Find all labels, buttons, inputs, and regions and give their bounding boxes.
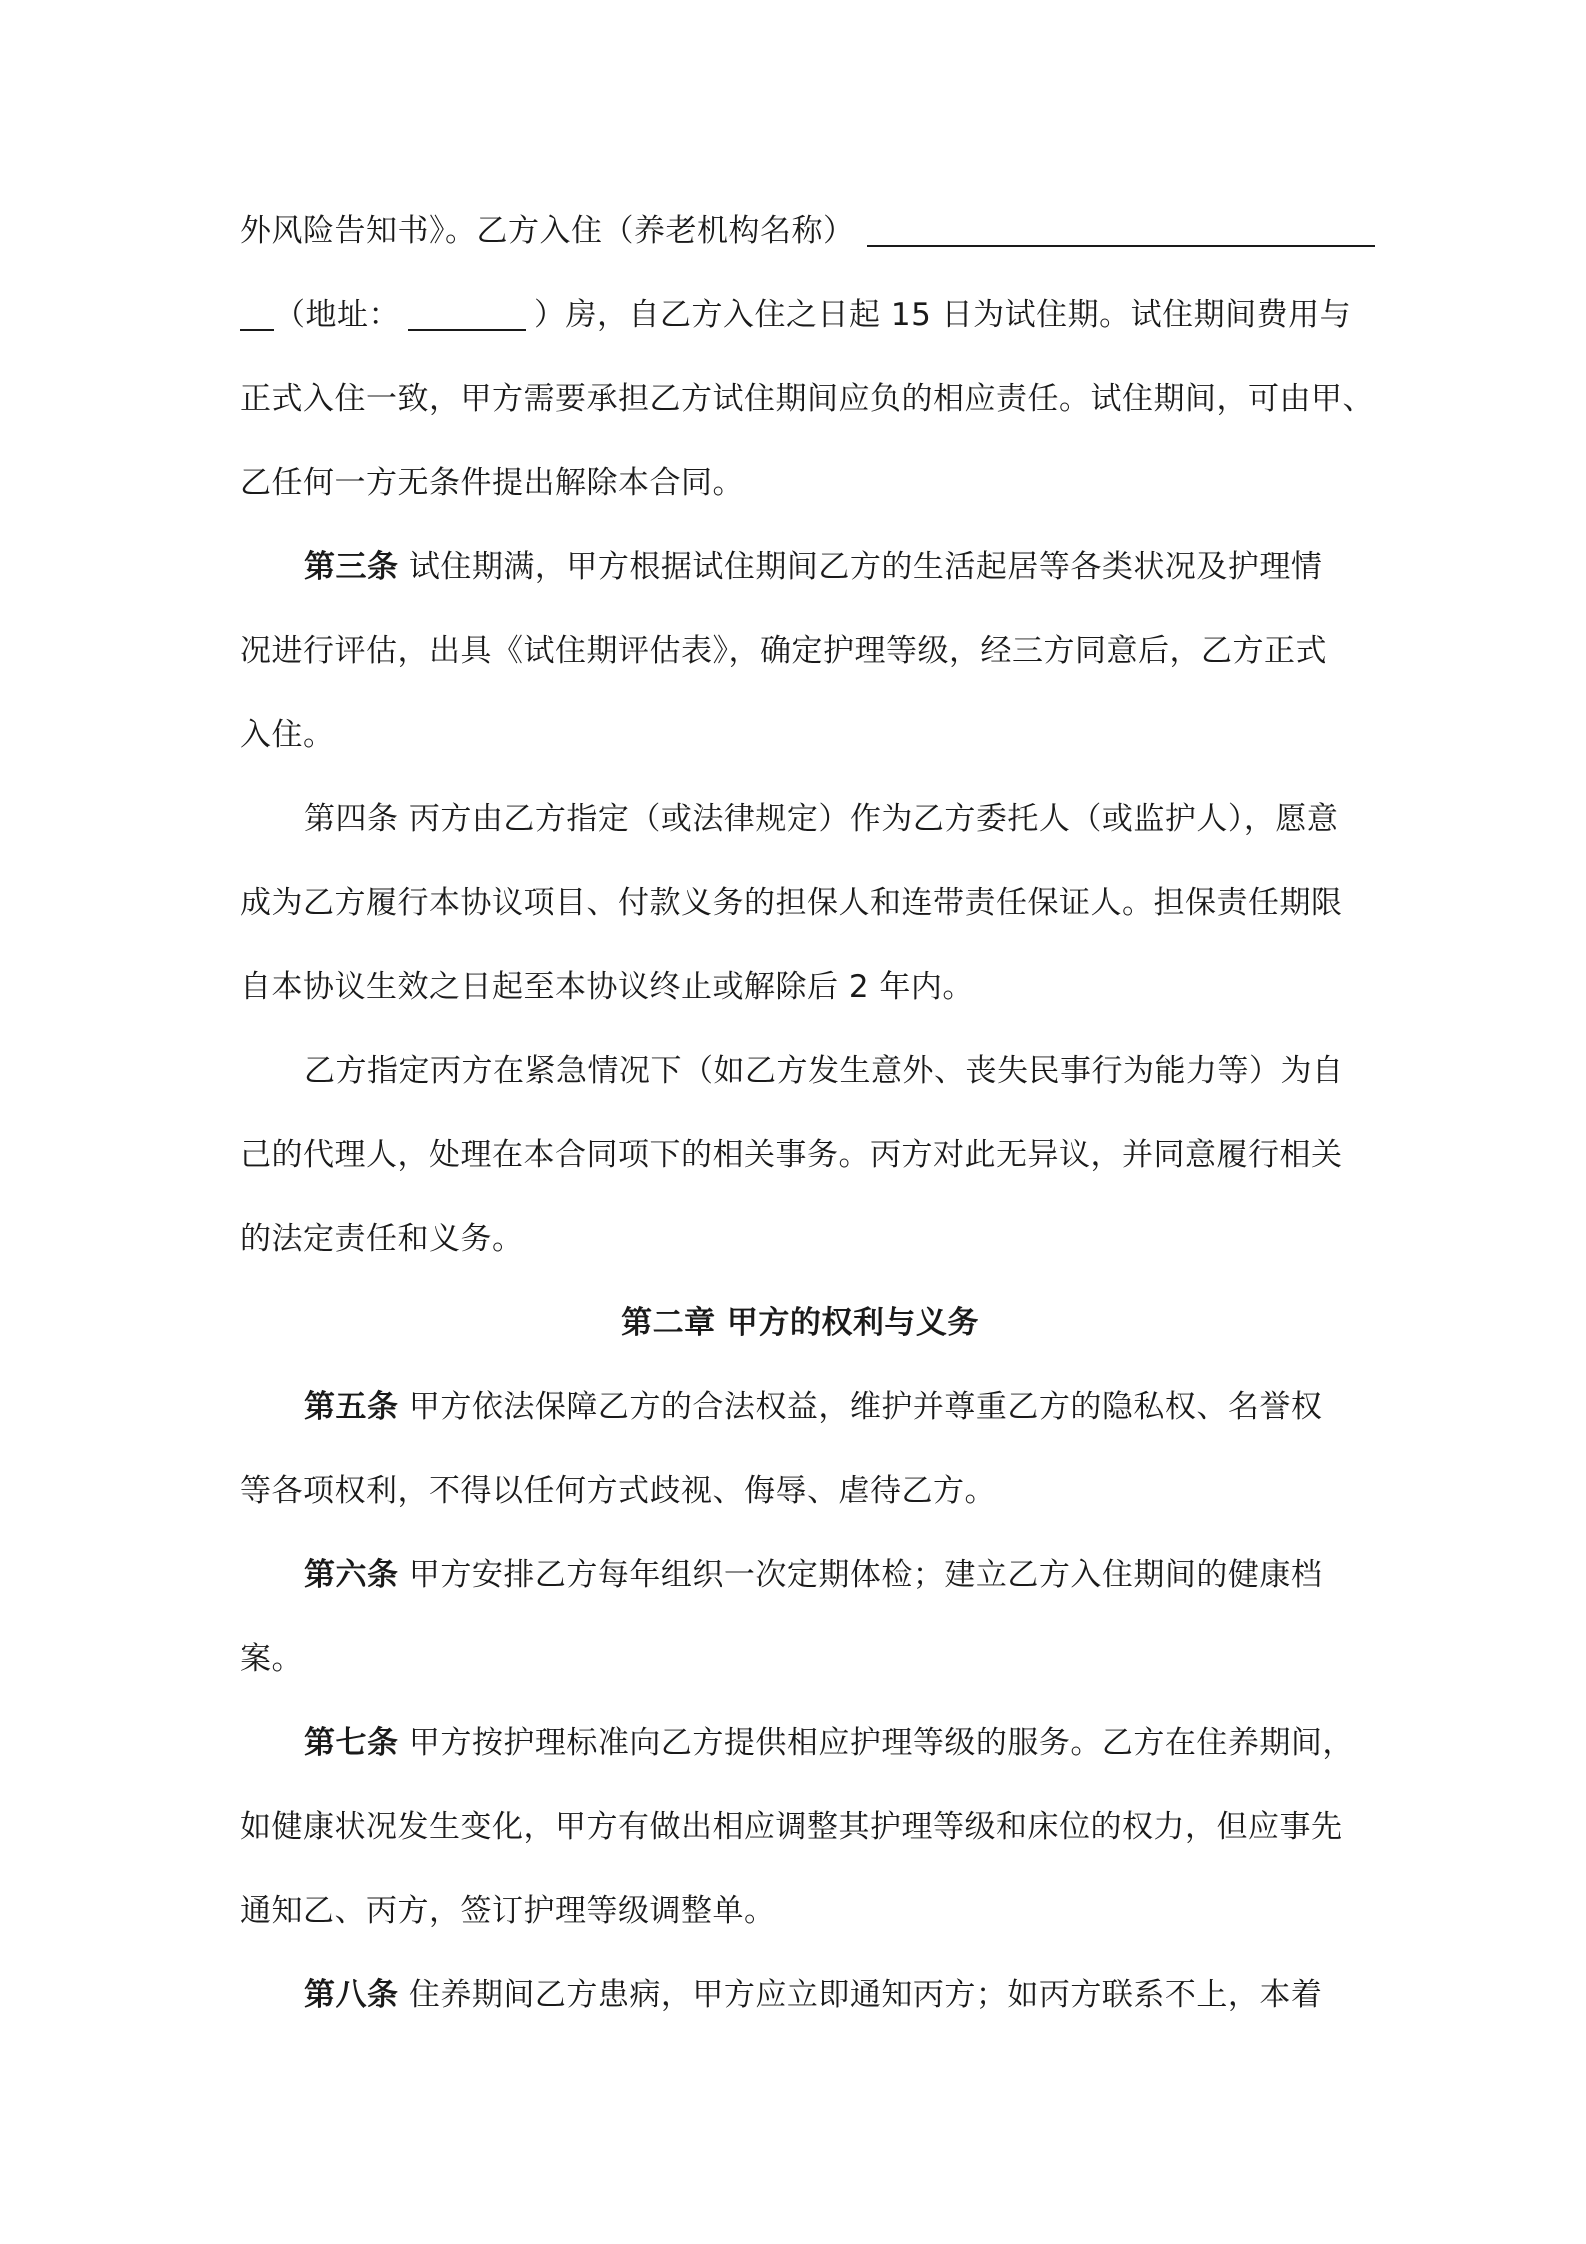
article-5-line-1	[240, 1374, 1360, 1458]
article-6-line-1-text: 甲方安排乙方每年组织一次定期体检；建立乙方入住期间的健康档	[408, 1557, 1323, 1593]
article-3-line-2: 况进行评估，出具《试住期评估表》，确定护理等级，经三方同意后，乙方正式	[240, 633, 1327, 669]
agent-paragraph-line-3: 的法定责任和义务。	[240, 1221, 524, 1257]
article-7-line-1	[240, 1710, 1360, 1794]
article-7-line-3: 通知乙、丙方，签订护理等级调整单。	[240, 1893, 776, 1929]
article-8-label: 第八条	[304, 1977, 399, 2013]
chapter-2-title: 第二章 甲方的权利与义务	[621, 1305, 979, 1341]
article-7-line-2: 如健康状况发生变化，甲方有做出相应调整其护理等级和床位的权力，但应事先	[240, 1809, 1343, 1845]
article-3-line-3: 入住。	[240, 717, 335, 753]
article-8-line-1	[240, 1962, 1360, 2046]
article-6-line-1	[240, 1542, 1360, 1626]
article-3-line-1-text: 试住期满，甲方根据试住期间乙方的生活起居等各类状况及护理情	[408, 549, 1323, 585]
article-4-line-1	[240, 786, 1360, 870]
article-4-line-3: 自本协议生效之日起至本协议终止或解除后 2 年内。	[240, 969, 974, 1005]
p1-line-1-text: 外风险告知书》。乙方入住（养老机构名称）	[240, 213, 855, 249]
article-7-label: 第七条	[304, 1725, 399, 1761]
address-blank	[408, 289, 526, 331]
document-page	[240, 198, 1374, 2046]
article-3-line-1	[240, 534, 1360, 618]
agent-paragraph-line-2: 己的代理人，处理在本合同项下的相关事务。丙方对此无异议，并同意履行相关	[240, 1137, 1343, 1173]
p1-line-3: 正式入住一致，甲方需要承担乙方试住期间应负的相应责任。试住期间，可由甲、	[240, 381, 1374, 417]
room-number-blank	[240, 289, 274, 331]
p1-line-4: 乙任何一方无条件提出解除本合同。	[240, 465, 744, 501]
article-6-label: 第六条	[304, 1557, 399, 1593]
article-7-line-1-text: 甲方按护理标准向乙方提供相应护理等级的服务。乙方在住养期间，	[408, 1725, 1354, 1761]
article-5-line-2: 等各项权利，不得以任何方式歧视、侮辱、虐待乙方。	[240, 1473, 996, 1509]
article-4-line-1-text: 丙方由乙方指定（或法律规定）作为乙方委托人（或监护人），愿意	[408, 801, 1339, 837]
article-8-line-1-text: 住养期间乙方患病，甲方应立即通知丙方；如丙方联系不上，本着	[408, 1977, 1323, 2013]
article-3-label: 第三条	[304, 549, 399, 585]
article-5-label: 第五条	[304, 1389, 399, 1425]
p1-line-1	[240, 198, 1360, 282]
address-open: （地址：	[274, 297, 400, 333]
address-close: ）房，自乙方入住之日起 15 日为试住期。试住期间费用与	[534, 297, 1352, 333]
article-6-line-2: 案。	[240, 1641, 303, 1677]
agent-paragraph-line-1: 乙方指定丙方在紧急情况下（如乙方发生意外、丧失民事行为能力等）为自	[304, 1053, 1344, 1089]
institution-name-blank	[867, 205, 1375, 247]
p1-line-2	[240, 282, 1360, 366]
article-4-label: 第四条	[304, 801, 399, 837]
article-5-line-1-text: 甲方依法保障乙方的合法权益，维护并尊重乙方的隐私权、名誉权	[408, 1389, 1323, 1425]
article-4-line-2: 成为乙方履行本协议项目、付款义务的担保人和连带责任保证人。担保责任期限	[240, 885, 1343, 921]
